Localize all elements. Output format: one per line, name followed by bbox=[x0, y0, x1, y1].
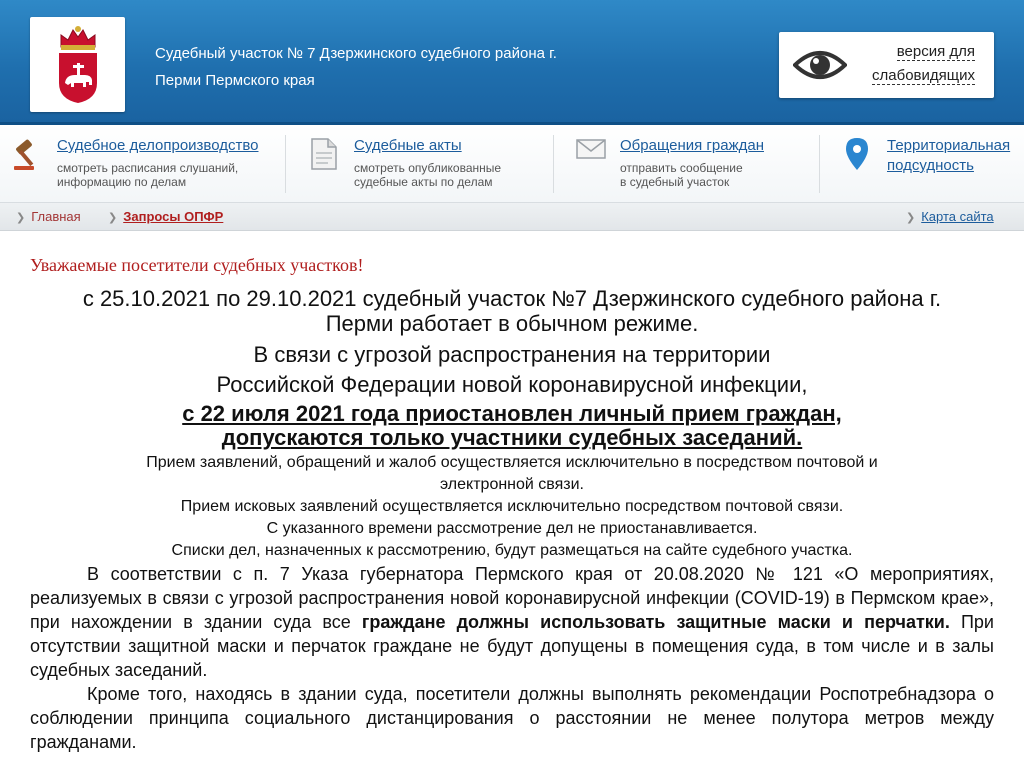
site-title[interactable] bbox=[155, 40, 635, 94]
main-navigation bbox=[0, 125, 1024, 203]
nav-separator bbox=[819, 135, 820, 193]
notice-bold-line: с 22 июля 2021 года приостановлен личный прием граждан, bbox=[182, 401, 842, 426]
notice-line: Перми работает в обычном режиме. bbox=[325, 311, 699, 336]
chevron-right-icon: ❯ bbox=[16, 212, 26, 224]
nav-title-citizen-appeals[interactable]: Обращения граждан bbox=[620, 137, 764, 154]
site-title-line1: Судебный участок № 7 Дзержинского судебного района г. bbox=[155, 45, 557, 62]
low-vision-version-label bbox=[857, 40, 975, 88]
notice-line: С указанного времени рассмотрение дел не приостанавливается. bbox=[266, 520, 758, 537]
nav-desc-line: судебные акты по делам bbox=[354, 175, 493, 189]
envelope-icon bbox=[576, 137, 606, 161]
notice-line: Списки дел, назначенных к рассмотрению, будут размещаться на сайте судебного участка. bbox=[171, 542, 853, 559]
breadcrumb-home-link[interactable]: Главная bbox=[31, 209, 81, 224]
eye-icon bbox=[793, 47, 847, 83]
main-content bbox=[30, 255, 994, 754]
notice-bold-line: допускаются только участники судебных заседаний. bbox=[221, 425, 803, 450]
document-icon bbox=[310, 137, 338, 171]
notice-line: В связи с угрозой распространения на территории bbox=[253, 342, 771, 367]
vision-label-line1: версия для bbox=[896, 43, 975, 60]
nav-separator bbox=[285, 135, 286, 193]
breadcrumb-current-link[interactable]: Запросы ОПФР bbox=[123, 209, 224, 224]
map-pin-icon bbox=[845, 137, 869, 171]
nav-desc-line: информацию по делам bbox=[57, 175, 187, 189]
breadcrumb-home-item bbox=[16, 209, 81, 224]
vision-label-line2: слабовидящих bbox=[872, 67, 975, 84]
nav-title-line: Территориальная bbox=[887, 137, 1011, 154]
site-title-line2: Перми Пермского края bbox=[155, 72, 315, 89]
nav-item-case-management[interactable] bbox=[12, 125, 282, 203]
nav-desc-line: смотреть опубликованные bbox=[354, 161, 502, 175]
chevron-right-icon: ❯ bbox=[108, 212, 118, 224]
notice-line: с 25.10.2021 по 29.10.2021 судебный участок №7 Дзержинского судебного района г. bbox=[82, 286, 942, 311]
notice-line: электронной связи. bbox=[439, 476, 584, 493]
nav-item-jurisdiction[interactable] bbox=[845, 125, 1020, 203]
notice-line: Прием исковых заявлений осуществляется исключительно посредством почтовой связи. bbox=[180, 498, 844, 515]
paragraph-text: В соответствии с п. 7 Указа губернатора Пермского края от 20.08.2020 № 121 «О мероприятиях, реализуемых в связи с угрозой распространения новой коронавирусной инфекции (COVID-19) в Пермском крае», при нахождении в здании суда все bbox=[30, 564, 994, 632]
notice-line: Прием заявлений, обращений и жалоб осуществляется исключительно в посредством почтовой и bbox=[146, 454, 878, 471]
coat-of-arms-logo[interactable] bbox=[30, 17, 125, 112]
nav-desc-line: смотреть расписания слушаний, bbox=[57, 161, 239, 175]
nav-item-citizen-appeals[interactable] bbox=[576, 125, 806, 203]
notice-line: Российской Федерации новой коронавирусной инфекции, bbox=[216, 372, 808, 397]
nav-title-jurisdiction[interactable] bbox=[887, 136, 1010, 176]
paragraph-masks bbox=[30, 562, 994, 682]
paragraph-bold-text: граждане должны использовать защитные маски и перчатки. bbox=[361, 612, 950, 632]
breadcrumb-current-item bbox=[108, 209, 223, 224]
nav-desc-line: отправить сообщение bbox=[620, 161, 743, 175]
breadcrumb bbox=[0, 203, 1024, 231]
nav-title-court-acts[interactable]: Судебные акты bbox=[354, 137, 462, 154]
nav-desc-case-management bbox=[57, 161, 238, 189]
nav-desc-line: в судебный участок bbox=[620, 175, 730, 189]
site-header bbox=[0, 0, 1024, 125]
chevron-right-icon: ❯ bbox=[906, 212, 916, 224]
paragraph-distancing: Кроме того, находясь в здании суда, посетители должны выполнять рекомендации Роспотребнадзора о соблюдении принципа социального дистанцирования о расстоянии не менее полутора метров между гражданами. bbox=[30, 684, 994, 752]
low-vision-version-button[interactable] bbox=[779, 32, 994, 98]
perm-region-coat-of-arms-icon bbox=[55, 25, 101, 105]
nav-desc-court-acts bbox=[354, 161, 501, 189]
paragraph-text: При отсутствии защитной маски и перчаток граждане не будут допущены в помещения суда, в том числе и в залы судебных заседаний. bbox=[30, 612, 994, 680]
breadcrumb-sitemap-item bbox=[906, 209, 994, 224]
nav-separator bbox=[553, 135, 554, 193]
sitemap-link[interactable]: Карта сайта bbox=[921, 209, 994, 224]
nav-desc-citizen-appeals bbox=[620, 161, 743, 189]
nav-item-court-acts[interactable] bbox=[310, 125, 550, 203]
gavel-icon bbox=[12, 137, 46, 171]
nav-title-case-management[interactable]: Судебное делопроизводство bbox=[57, 137, 259, 154]
greeting-heading: Уважаемые посетители судебных участков! bbox=[30, 255, 364, 275]
nav-title-line: подсудность bbox=[887, 157, 974, 174]
